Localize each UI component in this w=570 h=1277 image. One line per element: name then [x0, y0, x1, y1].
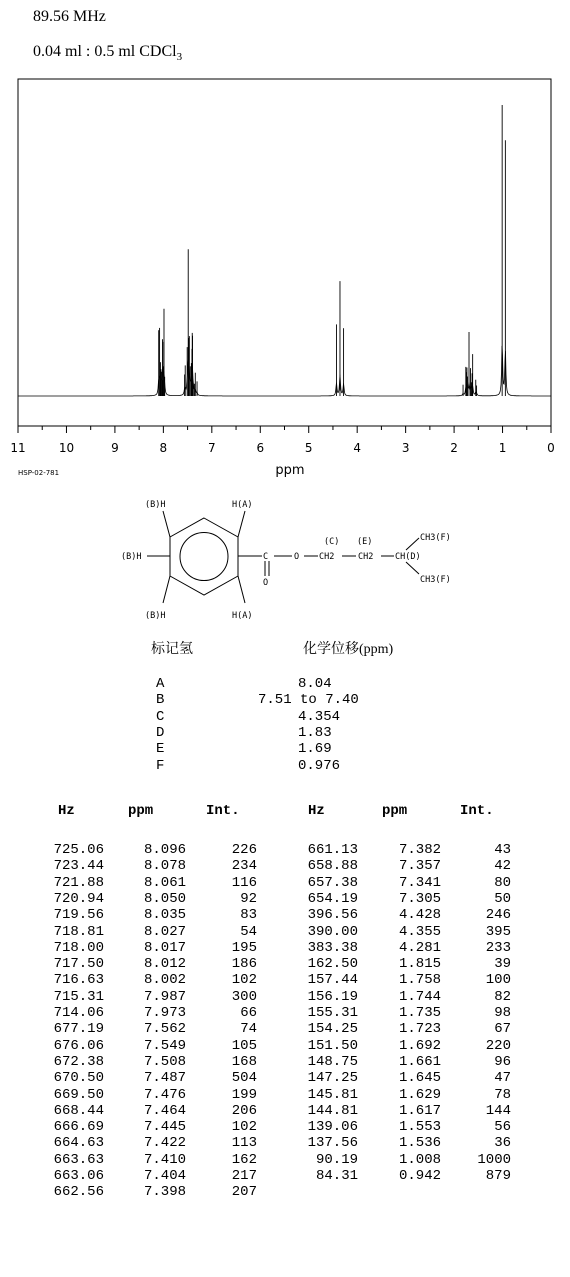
peak-cell-int: 207 [231, 1184, 257, 1201]
peak-cell-hz: 715.31 [53, 988, 104, 1005]
label-bh-mid: (B)H [121, 552, 142, 562]
peak-cell-int: 879 [485, 1168, 511, 1184]
bond-h-top-left [163, 511, 170, 537]
peak-cell-hz: 144.81 [307, 1102, 358, 1119]
peak-cell-ppm: 7.476 [143, 1086, 186, 1103]
assignment-header-shift: 化学位移(ppm) [303, 642, 394, 657]
peak-cell-hz: 84.31 [315, 1168, 358, 1184]
peak-cell-ppm: 7.410 [143, 1151, 186, 1168]
peak-cell-int: 105 [231, 1037, 257, 1054]
peak-cell-ppm: 7.445 [143, 1119, 186, 1136]
peak-cell-hz: 725.06 [53, 842, 104, 858]
peak-cell-hz: 654.19 [307, 890, 358, 907]
label-c: (C) [324, 537, 340, 547]
peak-cell-int: 98 [494, 1005, 511, 1021]
peak-cell-int: 1000 [477, 1151, 511, 1168]
peak-cell-ppm: 8.096 [143, 842, 186, 858]
x-tick-label: 6 [256, 441, 265, 455]
assignment-shift: 4.354 [298, 708, 341, 725]
peak-header-int-1: Int. [206, 803, 240, 819]
label-ch3-top: CH3(F) [420, 533, 451, 543]
peak-cell-hz: 162.50 [307, 956, 358, 973]
peak-cell-ppm: 0.942 [398, 1168, 441, 1184]
peak-cell-int: 80 [494, 874, 511, 891]
peak-cell-ppm: 7.357 [398, 858, 441, 875]
assignment-label: E [156, 741, 165, 758]
assignment-label: C [156, 708, 165, 725]
peak-cell-int: 102 [231, 1119, 257, 1136]
peak-cell-int: 246 [485, 907, 511, 924]
label-ch2-2: CH2 [358, 552, 374, 562]
peak-cell-ppm: 7.341 [398, 874, 441, 891]
peak-cell-int: 78 [494, 1086, 511, 1103]
peak-cell-int: 92 [240, 890, 257, 907]
peak-cell-hz: 157.44 [307, 972, 358, 989]
peak-cell-ppm: 7.382 [398, 842, 441, 858]
peak-cell-ppm: 1.758 [398, 972, 441, 989]
peak-cell-ppm: 7.404 [143, 1168, 186, 1184]
peak-cell-hz: 148.75 [307, 1053, 358, 1070]
peak-cell-int: 43 [494, 842, 511, 858]
peak-header-hz-2: Hz [308, 803, 325, 819]
peak-cell-int: 42 [494, 858, 511, 875]
x-tick-label: 7 [207, 441, 216, 455]
peak-cell-ppm: 1.735 [398, 1005, 441, 1021]
peak-header-ppm-2: ppm [382, 803, 408, 819]
label-bh-bot: (B)H [145, 611, 166, 621]
peak-cell-int: 206 [231, 1102, 257, 1119]
bond-h-bot-left [163, 576, 170, 603]
x-tick-label: 9 [111, 441, 119, 455]
peak-cell-int: 100 [485, 972, 511, 989]
peak-cell-hz: 661.13 [307, 842, 358, 858]
peak-header-hz-1: Hz [58, 803, 75, 819]
sample-prefix: 0.04 ml : 0.5 ml CDCl [33, 43, 177, 60]
peak-cell-ppm: 8.035 [143, 907, 186, 924]
peak-cell-hz: 137.56 [307, 1135, 358, 1152]
peak-cell-ppm: 1.553 [398, 1119, 441, 1136]
peak-cell-int: 102 [231, 972, 257, 989]
peak-cell-ppm: 7.464 [143, 1102, 186, 1119]
peak-cell-ppm: 1.645 [398, 1070, 441, 1087]
peak-cell-ppm: 7.398 [143, 1184, 186, 1201]
peak-cell-hz: 718.00 [53, 939, 104, 956]
x-axis-label: ppm [275, 463, 305, 478]
peak-cell-ppm: 8.017 [143, 939, 186, 956]
spectrum-id: HSP-02-781 [18, 469, 60, 477]
assignment-shift: 1.83 [298, 724, 332, 741]
peak-cell-ppm: 8.061 [143, 874, 186, 891]
peak-cell-hz: 717.50 [53, 956, 104, 973]
assignment-header-label: 标记氢 [151, 642, 193, 657]
peak-cell-ppm: 7.562 [143, 1021, 186, 1038]
peak-cell-hz: 721.88 [53, 874, 104, 891]
peak-cell-hz: 716.63 [53, 972, 104, 989]
label-carbonyl-o: O [263, 578, 269, 588]
peak-cell-int: 186 [231, 956, 257, 973]
assignment-shift: 8.04 [298, 676, 332, 692]
label-ch3-bot: CH3(F) [420, 575, 451, 585]
assignment-shift: 7.51 to 7.40 [258, 692, 359, 709]
x-tick-label: 4 [353, 441, 362, 455]
peak-cell-hz: 156.19 [307, 988, 358, 1005]
peak-cell-hz: 723.44 [53, 858, 104, 875]
peak-cell-int: 74 [240, 1021, 257, 1038]
bond-h-top-right [238, 511, 245, 537]
peak-cell-int: 96 [494, 1053, 511, 1070]
peak-cell-int: 47 [494, 1070, 511, 1087]
peak-cell-ppm: 4.355 [398, 923, 441, 940]
peak-cell-int: 199 [231, 1086, 257, 1103]
peak-cell-hz: 658.88 [307, 858, 358, 875]
label-e: (E) [357, 537, 373, 547]
x-tick-label: 11 [10, 441, 26, 455]
peak-cell-hz: 657.38 [307, 874, 358, 891]
x-tick-label: 1 [498, 441, 507, 455]
peak-cell-hz: 90.19 [315, 1151, 358, 1168]
peak-cell-ppm: 7.987 [143, 988, 186, 1005]
peak-cell-ppm: 1.744 [398, 988, 441, 1005]
peak-cell-int: 66 [240, 1005, 257, 1021]
peak-cell-hz: 676.06 [53, 1037, 104, 1054]
peak-cell-int: 56 [494, 1119, 511, 1136]
peak-cell-hz: 664.63 [53, 1135, 104, 1152]
peak-cell-hz: 155.31 [307, 1005, 358, 1021]
peak-cell-int: 504 [231, 1070, 257, 1087]
bond-ch-ch3-top [406, 538, 419, 550]
peak-cell-int: 300 [231, 988, 257, 1005]
peak-cell-hz: 718.81 [53, 923, 104, 940]
peak-cell-ppm: 1.692 [398, 1037, 441, 1054]
x-tick-label: 0 [547, 441, 555, 455]
peak-header-ppm-1: ppm [128, 803, 154, 819]
peak-cell-ppm: 1.008 [398, 1151, 441, 1168]
peak-cell-ppm: 7.549 [143, 1037, 186, 1054]
peak-cell-int: 395 [485, 923, 511, 940]
peak-cell-hz: 668.44 [53, 1102, 104, 1119]
peak-cell-hz: 669.50 [53, 1086, 104, 1103]
peak-cell-ppm: 7.422 [143, 1135, 186, 1152]
peak-cell-ppm: 7.973 [143, 1005, 186, 1021]
peak-cell-int: 116 [231, 874, 257, 891]
peak-cell-int: 113 [231, 1135, 257, 1152]
peak-cell-int: 234 [231, 858, 257, 875]
peak-cell-hz: 383.38 [307, 939, 358, 956]
label-ester-o: O [294, 552, 300, 562]
label-ha-bot: H(A) [232, 611, 253, 621]
x-tick-label: 10 [58, 441, 75, 455]
peak-cell-hz: 396.56 [307, 907, 358, 924]
peak-cell-int: 195 [231, 939, 257, 956]
peak-cell-hz: 145.81 [307, 1086, 358, 1103]
peak-cell-ppm: 8.027 [143, 923, 186, 940]
label-ch-d: CH(D) [395, 552, 421, 562]
x-tick-label: 2 [450, 441, 458, 455]
peak-cell-int: 220 [485, 1037, 511, 1054]
bond-h-bot-right [238, 576, 245, 603]
peak-cell-hz: 663.06 [53, 1168, 104, 1184]
peak-cell-int: 226 [231, 842, 257, 858]
assignment-label: A [156, 676, 165, 692]
peak-cell-ppm: 1.629 [398, 1086, 441, 1103]
peak-cell-int: 83 [240, 907, 257, 924]
label-carbonyl-c: C [263, 552, 269, 562]
peak-cell-int: 217 [231, 1168, 257, 1184]
peak-cell-int: 144 [485, 1102, 511, 1119]
peak-cell-hz: 139.06 [307, 1119, 358, 1136]
peak-cell-hz: 720.94 [53, 890, 104, 907]
peak-cell-ppm: 8.050 [143, 890, 186, 907]
peak-cell-hz: 390.00 [307, 923, 358, 940]
peak-cell-hz: 662.56 [53, 1184, 104, 1201]
peak-cell-int: 50 [494, 890, 511, 907]
peak-cell-hz: 666.69 [53, 1119, 104, 1136]
peak-cell-ppm: 4.281 [398, 939, 441, 956]
bond-ch-ch3-bot [406, 562, 419, 574]
peak-cell-ppm: 8.078 [143, 858, 186, 875]
peak-cell-int: 168 [231, 1053, 257, 1070]
sample-subscript: 3 [176, 51, 183, 64]
peak-cell-hz: 677.19 [53, 1021, 104, 1038]
peak-cell-hz: 147.25 [307, 1070, 358, 1087]
assignment-label: D [156, 724, 165, 741]
peak-cell-hz: 670.50 [53, 1070, 104, 1087]
peak-cell-int: 54 [240, 923, 257, 940]
peak-cell-hz: 672.38 [53, 1053, 104, 1070]
assignment-label: F [156, 757, 165, 774]
x-tick-label: 8 [159, 441, 168, 455]
peak-cell-int: 39 [494, 956, 511, 973]
assignment-shift: 1.69 [298, 741, 332, 758]
peak-cell-ppm: 1.661 [398, 1053, 441, 1070]
benzene-circle [180, 533, 228, 581]
peak-cell-int: 233 [485, 939, 511, 956]
peak-cell-int: 67 [494, 1021, 511, 1038]
assignment-label: B [156, 692, 165, 709]
peak-cell-ppm: 1.815 [398, 956, 441, 973]
peak-cell-ppm: 8.012 [143, 956, 186, 973]
peak-cell-hz: 714.06 [53, 1005, 104, 1021]
x-tick-label: 3 [401, 441, 410, 455]
peak-cell-hz: 151.50 [307, 1037, 358, 1054]
x-tick-label: 5 [304, 441, 313, 455]
peak-cell-ppm: 4.428 [398, 907, 441, 924]
peak-cell-ppm: 8.002 [143, 972, 186, 989]
peak-cell-int: 82 [494, 988, 511, 1005]
peak-cell-hz: 719.56 [53, 907, 104, 924]
peak-cell-ppm: 1.536 [398, 1135, 441, 1152]
peak-cell-ppm: 7.487 [143, 1070, 186, 1087]
peak-cell-hz: 663.63 [53, 1151, 104, 1168]
peak-cell-ppm: 7.508 [143, 1053, 186, 1070]
peak-cell-int: 36 [494, 1135, 511, 1152]
label-ha-top: H(A) [232, 500, 253, 510]
peak-cell-ppm: 7.305 [398, 890, 441, 907]
peak-cell-int: 162 [231, 1151, 257, 1168]
peak-cell-hz: 154.25 [307, 1021, 358, 1038]
peak-header-int-2: Int. [460, 803, 494, 819]
peak-cell-ppm: 1.617 [398, 1102, 441, 1119]
spectrometer-frequency: 89.56 MHz [33, 8, 106, 25]
peak-cell-ppm: 1.723 [398, 1021, 441, 1038]
label-ch2-1: CH2 [319, 552, 335, 562]
assignment-shift: 0.976 [298, 757, 341, 774]
label-bh-top: (B)H [145, 500, 166, 510]
